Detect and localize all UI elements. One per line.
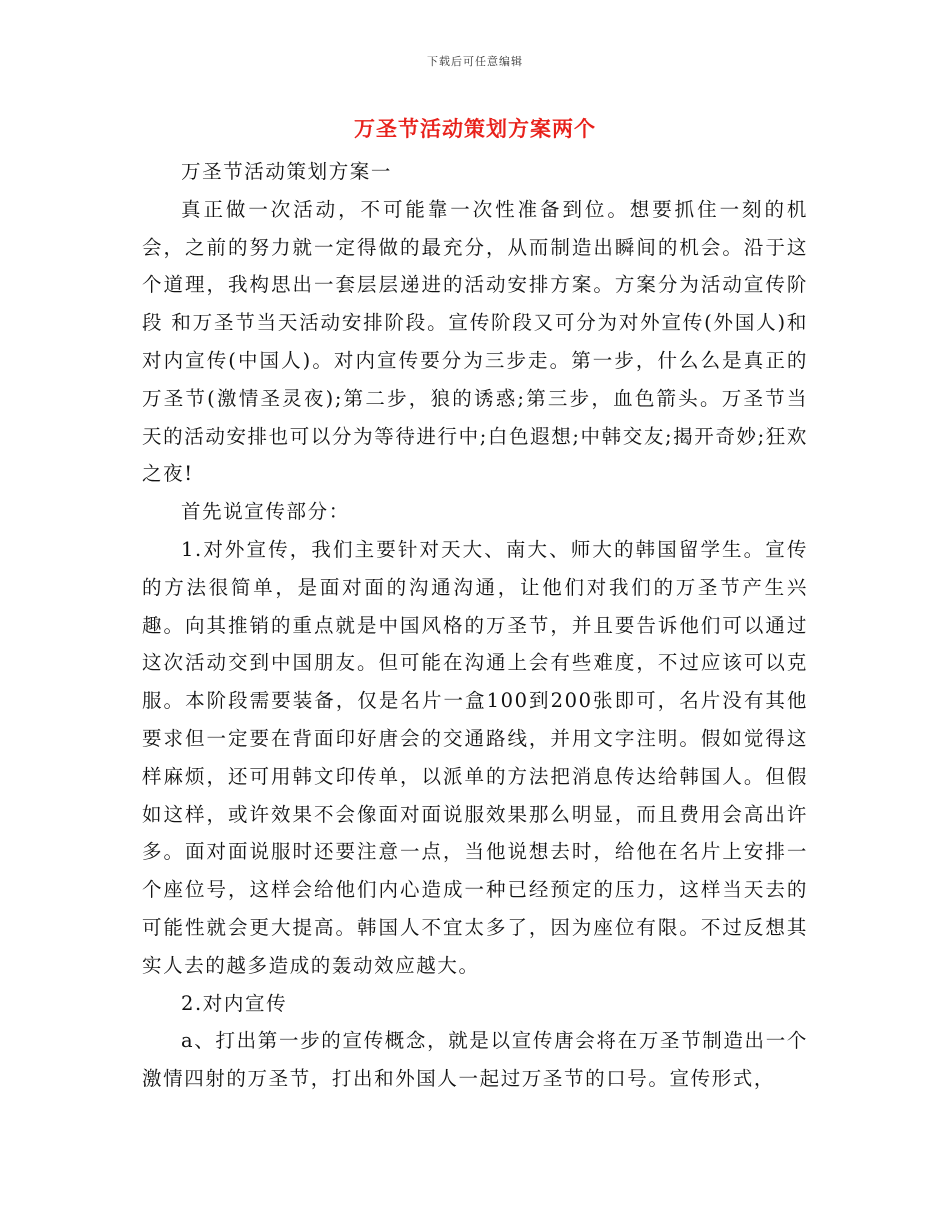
paragraph-subtitle: 万圣节活动策划方案一 [181,160,393,183]
paragraph-publicity-heading: 首先说宣传部分： [181,500,350,524]
paragraph-external-publicity: 1.对外宣传，我们主要针对天大、南大、师大的韩国留学生。宣传的方法很简单，是面对面的沟通沟通，让他们对我们的万圣节产生兴趣。向其推销的重点就是中国风格的万圣节，并且要告诉他们可以通过这次活动交到中国朋友。但可能在沟通上会有些难度，不过应该可以克服。本阶段需要装备，仅是名片一盒100到200张即可，名片没有其他要求但一定要在背面印好唐会的交通路线，并用文字注明。假如觉得这样麻烦，还可用韩文印传单，以派单的方法把消息传达给韩国人。但假如这样，或许效果不会像面对面说服效果那么明显，而且费用会高出许多。面对面说服时还要注意一点，当他说想去时，给他在名片上安排一个座位号，这样会给他们内心造成一种已经预定的压力，这样当天去的可能性就会更大提高。韩国人不宜太多了，因为座位有限。不过反想其实人去的越多造成的轰动效应越大。 [142,537,808,977]
paragraph-internal-publicity-heading: 2.对内宣传 [181,991,288,1015]
paragraph-internal-step-a: a、打出第一步的宣传概念，就是以宣传唐会将在万圣节制造出一个激情四射的万圣节，打出和外国人一起过万圣节的口号。宣传形式， [142,1029,808,1091]
header-note: 下载后可任意编辑 [427,55,523,68]
document-title: 万圣节活动策划方案两个 [354,116,596,141]
document-body [142,153,808,1098]
paragraph-intro: 真正做一次活动，不可能靠一次性准备到位。想要抓住一刻的机会，之前的努力就一定得做的最充分，从而制造出瞬间的机会。沿于这个道理，我构思出一套层层递进的活动安排方案。方案分为活动宣传阶段 和万圣节当天活动安排阶段。宣传阶段又可分为对外宣传(外国人)和对内宣传(中国人)。对内宣传要分为三步走。第一步，什么么是真正的万圣节(激情圣灵夜);第二步，狼的诱惑;第三步，血色箭头。万圣节当天的活动安排也可以分为等待进行中;白色遐想;中韩交友;揭开奇妙;狂欢之夜! [142,197,808,486]
